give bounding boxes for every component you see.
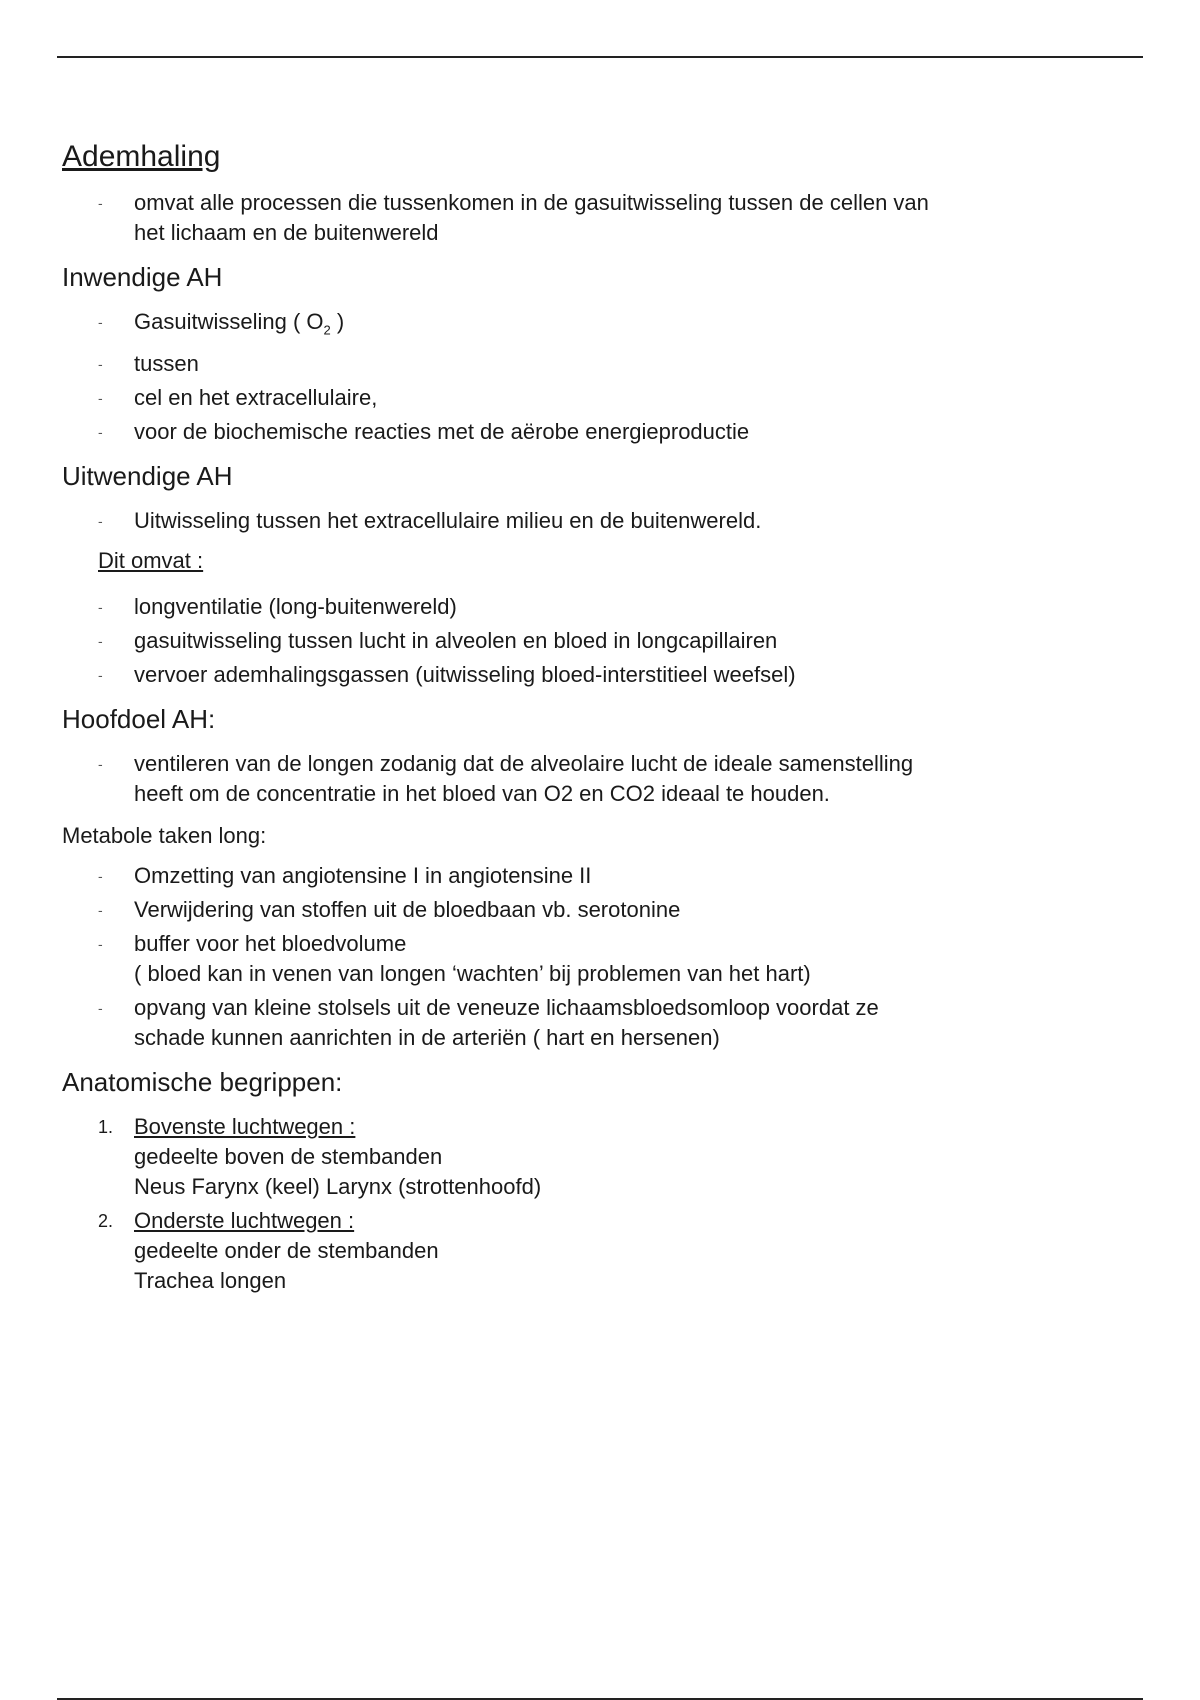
list-item: - ventileren van de longen zodanig dat de alveolaire lucht de ideale samenstelling heeft om de concentratie in het bloed van O2 en CO2 ideaal te houden. — [98, 751, 914, 807]
list-number: 1. — [98, 1117, 114, 1138]
section-heading-uitwendige: Uitwendige AH — [62, 461, 233, 492]
intro-list — [98, 188, 1082, 248]
list-item: - buffer voor het bloedvolume ( bloed kan in venen van longen ‘wachten’ bij problemen van het hart) — [98, 931, 811, 987]
dash-bullet: - — [98, 633, 103, 650]
dash-bullet: - — [98, 1000, 103, 1017]
hoofddoel-list — [98, 749, 1082, 809]
anatomische-list — [98, 1112, 1082, 1296]
section-heading-metabole: Metabole taken long: — [62, 823, 267, 849]
dash-bullet: - — [98, 756, 103, 773]
page-title: Ademhaling — [62, 140, 221, 173]
dash-bullet: - — [98, 314, 103, 330]
dash-bullet: - — [98, 902, 103, 919]
list-item: - Gasuitwisseling ( $O_2$ ) — [98, 309, 345, 338]
document-body — [62, 140, 1082, 1300]
list-item: - Verwijdering van stoffen uit de bloedbaan vb. serotonine — [98, 895, 1082, 925]
list-item: - cel en het extracellulaire, — [98, 383, 1082, 413]
dash-bullet: - — [98, 390, 103, 407]
uitwendige-list — [98, 506, 1082, 536]
header-rule — [57, 56, 1143, 58]
list-item: - gasuitwisseling tussen lucht in alveolen en bloed in longcapillairen — [98, 626, 1082, 656]
list-item: - Omzetting van angiotensine I in angiotensine II — [98, 861, 1082, 891]
sub-label-dit-omvat: Dit omvat : — [98, 548, 204, 574]
dash-bullet: - — [98, 667, 103, 684]
list-number: 2. — [98, 1211, 114, 1232]
list-item: - voor de biochemische reacties met de aërobe energieproductie — [98, 417, 1082, 447]
dash-bullet: - — [98, 599, 103, 616]
dash-bullet: - — [98, 424, 103, 441]
list-item: - Uitwisseling tussen het extracellulaire milieu en de buitenwereld. — [98, 506, 1082, 536]
dash-bullet: - — [98, 868, 103, 885]
dash-bullet: - — [98, 356, 103, 373]
list-item: - tussen — [98, 349, 1082, 379]
list-item: - longventilatie (long-buitenwereld) — [98, 592, 1082, 622]
dash-bullet: - — [98, 936, 103, 953]
dash-bullet: - — [98, 195, 103, 211]
list-item: 1. Bovenste luchtwegen : gedeelte boven de stembanden Neus Farynx (keel) Larynx (strottenhoofd) — [98, 1114, 542, 1200]
list-item: - vervoer ademhalingsgassen (uitwisseling bloed-interstitieel weefsel) — [98, 660, 1082, 690]
section-heading-anatomische: Anatomische begrippen: — [62, 1067, 343, 1098]
dit-omvat-list — [98, 592, 1082, 690]
list-item: - opvang van kleine stolsels uit de veneuze lichaamsbloedsomloop voordat ze schade kunnen aanrichten in de arteriën ( hart en hersenen) — [98, 995, 879, 1051]
inwendige-list — [98, 307, 1082, 447]
section-heading-hoofddoel: Hoofdoel AH: — [62, 704, 216, 735]
list-item: 2. Onderste luchtwegen : gedeelte onder de stembanden Trachea longen — [98, 1208, 439, 1294]
list-item: - omvat alle processen die tussenkomen in de gasuitwisseling tussen de cellen van het lichaam en de buitenwereld — [98, 190, 929, 245]
metabole-list — [98, 861, 1082, 1053]
dash-bullet: - — [98, 513, 103, 530]
section-heading-inwendige: Inwendige AH — [62, 262, 223, 292]
